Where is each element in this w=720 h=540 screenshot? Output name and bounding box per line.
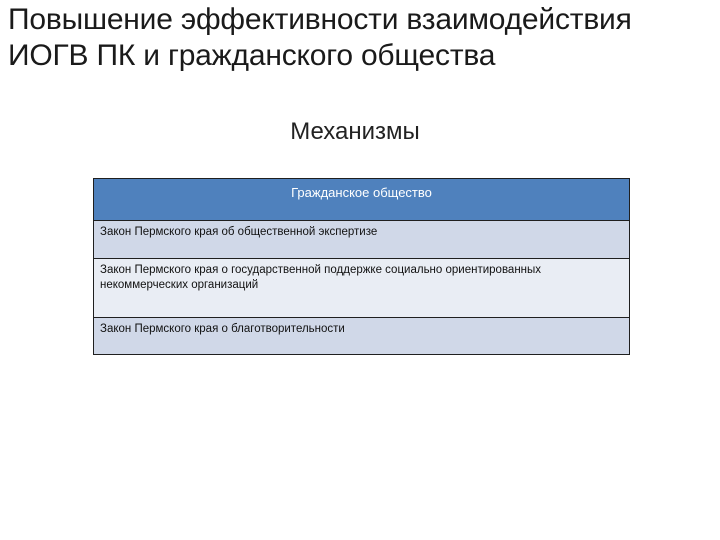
table-cell-law-public-expertise: Закон Пермского края об общественной экспертизе — [94, 221, 630, 259]
section-subtitle: Механизмы — [290, 118, 420, 145]
table-cell-law-nko-support: Закон Пермского края о государственной поддержке социально ориентированных некоммерческих организаций — [94, 259, 630, 318]
slide-title-line-2: ИОГВ ПК и гражданского общества — [8, 39, 496, 72]
slide-title-line-1: Повышение эффективности взаимодействия — [8, 3, 632, 36]
mechanisms-table — [93, 178, 630, 355]
slide-title — [8, 2, 708, 74]
table-row — [94, 318, 630, 355]
table-row — [94, 221, 630, 259]
table-cell-law-charity: Закон Пермского края о благотворительности — [94, 318, 630, 355]
table-header-row — [94, 179, 630, 221]
table-header-civil-society: Гражданское общество — [94, 179, 630, 221]
table-row — [94, 259, 630, 318]
